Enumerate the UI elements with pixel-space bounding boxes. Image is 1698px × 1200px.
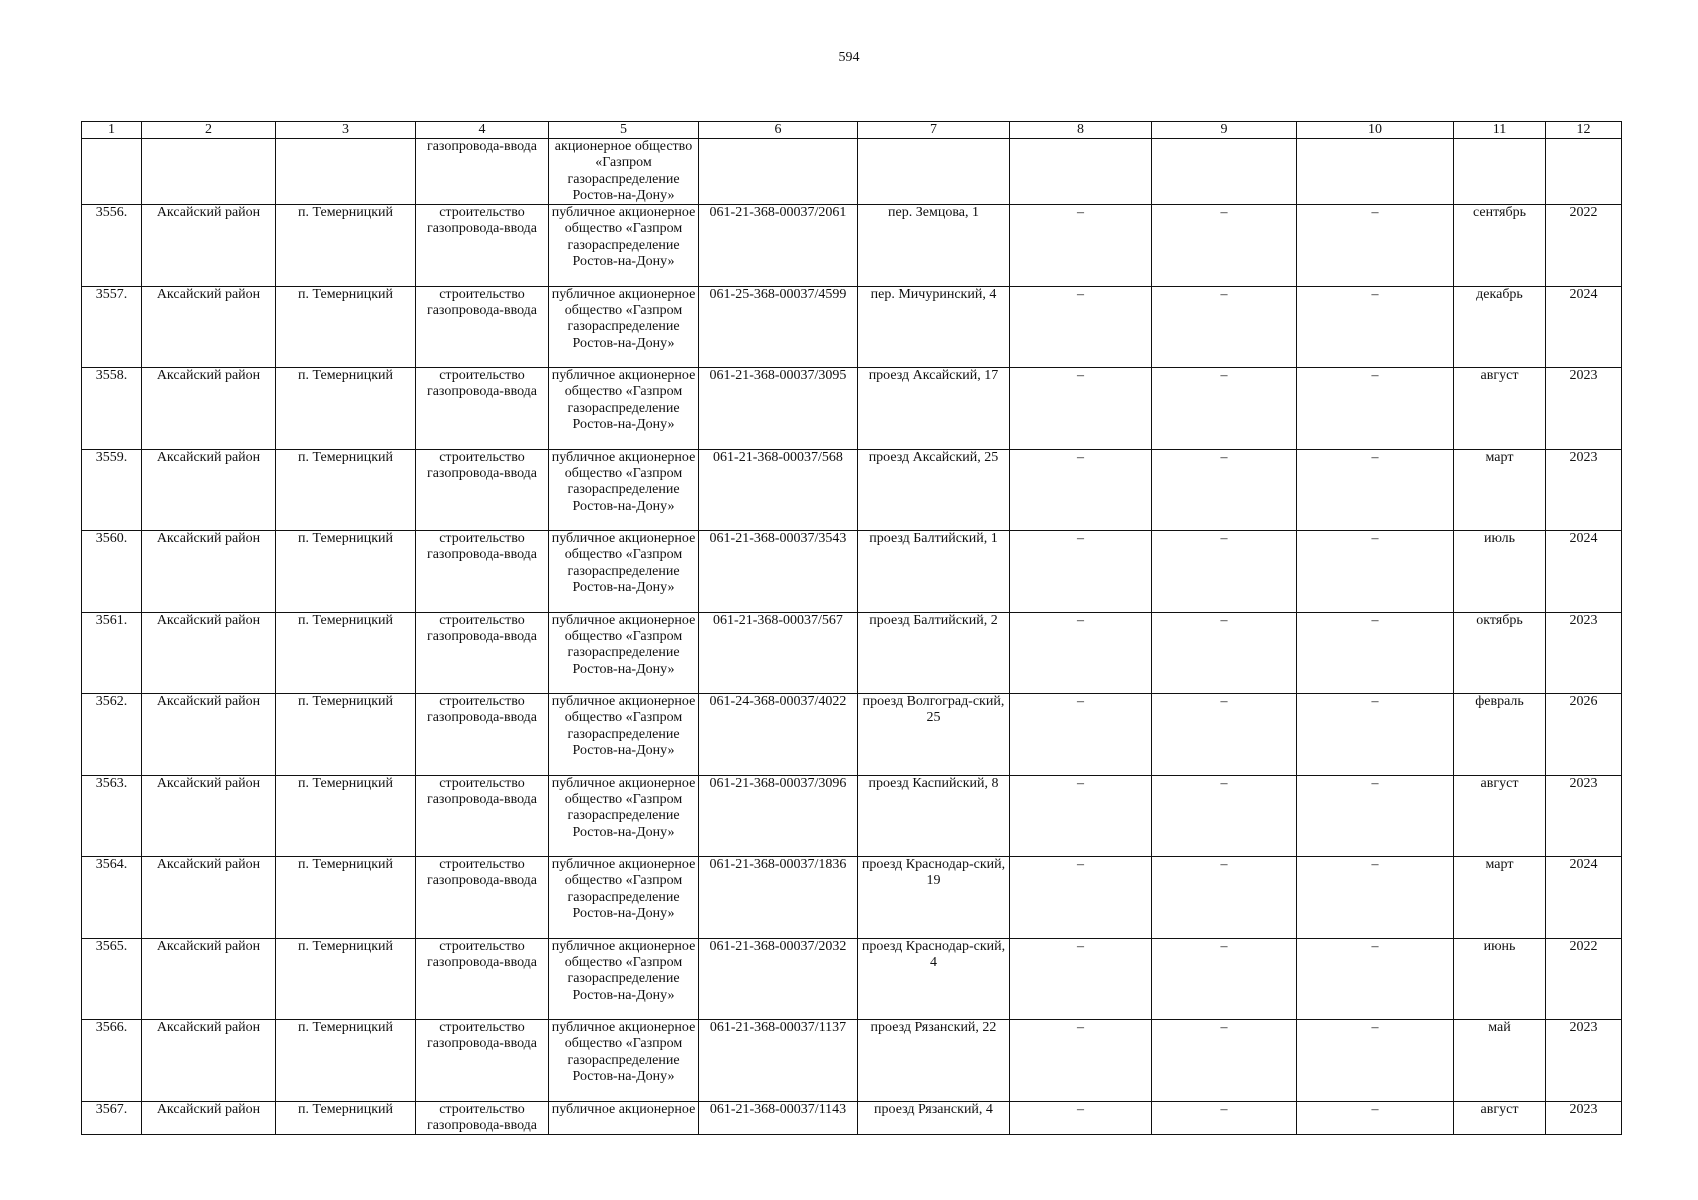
district-cell: Аксайский район bbox=[142, 857, 276, 939]
year-cell: 2024 bbox=[1546, 531, 1622, 613]
column-8-cell: – bbox=[1010, 531, 1152, 613]
table-row bbox=[82, 531, 1622, 613]
column-9-cell bbox=[1152, 139, 1297, 205]
organization-cell: публичное акционерное общество «Газпром газораспределение Ростов-на-Дону» bbox=[549, 857, 699, 939]
year-cell: 2023 bbox=[1546, 775, 1622, 857]
column-8-cell: – bbox=[1010, 938, 1152, 1020]
cadastral-number-cell: 061-21-368-00037/567 bbox=[699, 612, 858, 694]
column-header: 9 bbox=[1152, 122, 1297, 139]
table-body bbox=[82, 139, 1622, 1135]
column-8-cell: – bbox=[1010, 286, 1152, 368]
table-row bbox=[82, 775, 1622, 857]
address-cell: проезд Балтийский, 1 bbox=[858, 531, 1010, 613]
address-cell: проезд Балтийский, 2 bbox=[858, 612, 1010, 694]
column-8-cell: – bbox=[1010, 368, 1152, 450]
settlement-cell bbox=[276, 139, 416, 205]
organization-cell: публичное акционерное общество «Газпром газораспределение Ростов-на-Дону» bbox=[549, 286, 699, 368]
work-type-cell: строительство газопровода-ввода bbox=[416, 205, 549, 287]
row-number-cell bbox=[82, 139, 142, 205]
column-8-cell: – bbox=[1010, 857, 1152, 939]
cadastral-number-cell: 061-21-368-00037/2061 bbox=[699, 205, 858, 287]
month-cell: март bbox=[1454, 857, 1546, 939]
column-10-cell: – bbox=[1297, 286, 1454, 368]
year-cell bbox=[1546, 139, 1622, 205]
column-8-cell: – bbox=[1010, 205, 1152, 287]
column-10-cell bbox=[1297, 139, 1454, 205]
column-9-cell: – bbox=[1152, 775, 1297, 857]
column-8-cell: – bbox=[1010, 612, 1152, 694]
row-number-cell: 3560. bbox=[82, 531, 142, 613]
table-row bbox=[82, 857, 1622, 939]
column-10-cell: – bbox=[1297, 1020, 1454, 1102]
organization-cell: публичное акционерное общество «Газпром газораспределение Ростов-на-Дону» bbox=[549, 368, 699, 450]
work-type-cell: строительство газопровода-ввода bbox=[416, 449, 549, 531]
year-cell: 2023 bbox=[1546, 1020, 1622, 1102]
settlement-cell: п. Темерницкий bbox=[276, 938, 416, 1020]
organization-cell: публичное акционерное общество «Газпром газораспределение Ростов-на-Дону» bbox=[549, 449, 699, 531]
column-8-cell: – bbox=[1010, 775, 1152, 857]
settlement-cell: п. Темерницкий bbox=[276, 775, 416, 857]
column-header: 2 bbox=[142, 122, 276, 139]
registry-table bbox=[81, 121, 1622, 1135]
column-header: 4 bbox=[416, 122, 549, 139]
cadastral-number-cell: 061-21-368-00037/3095 bbox=[699, 368, 858, 450]
district-cell: Аксайский район bbox=[142, 205, 276, 287]
work-type-cell: строительство газопровода-ввода bbox=[416, 775, 549, 857]
settlement-cell: п. Темерницкий bbox=[276, 286, 416, 368]
column-header: 1 bbox=[82, 122, 142, 139]
table-row bbox=[82, 205, 1622, 287]
organization-cell: публичное акционерное общество «Газпром газораспределение Ростов-на-Дону» bbox=[549, 775, 699, 857]
work-type-cell: газопровода-ввода bbox=[416, 139, 549, 205]
header-row bbox=[82, 122, 1622, 139]
district-cell bbox=[142, 139, 276, 205]
column-9-cell: – bbox=[1152, 694, 1297, 776]
month-cell: сентябрь bbox=[1454, 205, 1546, 287]
organization-cell: публичное акционерное bbox=[549, 1101, 699, 1135]
address-cell: пер. Мичуринский, 4 bbox=[858, 286, 1010, 368]
month-cell: август bbox=[1454, 368, 1546, 450]
column-header: 5 bbox=[549, 122, 699, 139]
year-cell: 2023 bbox=[1546, 368, 1622, 450]
year-cell: 2022 bbox=[1546, 938, 1622, 1020]
district-cell: Аксайский район bbox=[142, 286, 276, 368]
column-8-cell: – bbox=[1010, 694, 1152, 776]
work-type-cell: строительство газопровода-ввода bbox=[416, 938, 549, 1020]
row-number-cell: 3562. bbox=[82, 694, 142, 776]
address-cell: пер. Земцова, 1 bbox=[858, 205, 1010, 287]
year-cell: 2026 bbox=[1546, 694, 1622, 776]
column-header-row bbox=[82, 122, 1622, 139]
work-type-cell: строительство газопровода-ввода bbox=[416, 1020, 549, 1102]
organization-cell: публичное акционерное общество «Газпром газораспределение Ростов-на-Дону» bbox=[549, 205, 699, 287]
column-10-cell: – bbox=[1297, 531, 1454, 613]
settlement-cell: п. Темерницкий bbox=[276, 368, 416, 450]
column-header: 6 bbox=[699, 122, 858, 139]
table-row bbox=[82, 938, 1622, 1020]
year-cell: 2024 bbox=[1546, 857, 1622, 939]
address-cell: проезд Краснодар-ский, 19 bbox=[858, 857, 1010, 939]
address-cell: проезд Аксайский, 17 bbox=[858, 368, 1010, 450]
cadastral-number-cell: 061-21-368-00037/568 bbox=[699, 449, 858, 531]
column-header: 7 bbox=[858, 122, 1010, 139]
organization-cell: публичное акционерное общество «Газпром газораспределение Ростов-на-Дону» bbox=[549, 694, 699, 776]
row-number-cell: 3559. bbox=[82, 449, 142, 531]
district-cell: Аксайский район bbox=[142, 531, 276, 613]
address-cell: проезд Рязанский, 22 bbox=[858, 1020, 1010, 1102]
district-cell: Аксайский район bbox=[142, 938, 276, 1020]
work-type-cell: строительство газопровода-ввода bbox=[416, 694, 549, 776]
address-cell: проезд Каспийский, 8 bbox=[858, 775, 1010, 857]
month-cell: март bbox=[1454, 449, 1546, 531]
column-10-cell: – bbox=[1297, 449, 1454, 531]
work-type-cell: строительство газопровода-ввода bbox=[416, 1101, 549, 1135]
work-type-cell: строительство газопровода-ввода bbox=[416, 286, 549, 368]
column-10-cell: – bbox=[1297, 205, 1454, 287]
district-cell: Аксайский район bbox=[142, 1020, 276, 1102]
year-cell: 2023 bbox=[1546, 449, 1622, 531]
column-header: 8 bbox=[1010, 122, 1152, 139]
district-cell: Аксайский район bbox=[142, 1101, 276, 1135]
work-type-cell: строительство газопровода-ввода bbox=[416, 857, 549, 939]
month-cell: август bbox=[1454, 775, 1546, 857]
year-cell: 2023 bbox=[1546, 612, 1622, 694]
row-number-cell: 3567. bbox=[82, 1101, 142, 1135]
column-9-cell: – bbox=[1152, 612, 1297, 694]
district-cell: Аксайский район bbox=[142, 775, 276, 857]
column-9-cell: – bbox=[1152, 368, 1297, 450]
column-10-cell: – bbox=[1297, 694, 1454, 776]
column-8-cell bbox=[1010, 139, 1152, 205]
cadastral-number-cell: 061-21-368-00037/3096 bbox=[699, 775, 858, 857]
organization-cell: акционерное общество «Газпром газораспределение Ростов-на-Дону» bbox=[549, 139, 699, 205]
column-10-cell: – bbox=[1297, 938, 1454, 1020]
page-number: 594 bbox=[838, 50, 860, 65]
row-number-cell: 3563. bbox=[82, 775, 142, 857]
column-8-cell: – bbox=[1010, 1101, 1152, 1135]
work-type-cell: строительство газопровода-ввода bbox=[416, 612, 549, 694]
column-9-cell: – bbox=[1152, 286, 1297, 368]
cadastral-number-cell: 061-21-368-00037/3543 bbox=[699, 531, 858, 613]
district-cell: Аксайский район bbox=[142, 368, 276, 450]
address-cell: проезд Рязанский, 4 bbox=[858, 1101, 1010, 1135]
month-cell bbox=[1454, 139, 1546, 205]
settlement-cell: п. Темерницкий bbox=[276, 205, 416, 287]
column-header: 3 bbox=[276, 122, 416, 139]
column-9-cell: – bbox=[1152, 1101, 1297, 1135]
cadastral-number-cell: 061-21-368-00037/2032 bbox=[699, 938, 858, 1020]
column-header: 12 bbox=[1546, 122, 1622, 139]
column-9-cell: – bbox=[1152, 938, 1297, 1020]
month-cell: май bbox=[1454, 1020, 1546, 1102]
settlement-cell: п. Темерницкий bbox=[276, 857, 416, 939]
column-10-cell: – bbox=[1297, 775, 1454, 857]
column-10-cell: – bbox=[1297, 1101, 1454, 1135]
column-10-cell: – bbox=[1297, 368, 1454, 450]
month-cell: август bbox=[1454, 1101, 1546, 1135]
year-cell: 2023 bbox=[1546, 1101, 1622, 1135]
row-number-cell: 3558. bbox=[82, 368, 142, 450]
table-row bbox=[82, 139, 1622, 205]
column-10-cell: – bbox=[1297, 612, 1454, 694]
address-cell: проезд Аксайский, 25 bbox=[858, 449, 1010, 531]
work-type-cell: строительство газопровода-ввода bbox=[416, 531, 549, 613]
column-header: 11 bbox=[1454, 122, 1546, 139]
month-cell: февраль bbox=[1454, 694, 1546, 776]
year-cell: 2022 bbox=[1546, 205, 1622, 287]
cadastral-number-cell: 061-21-368-00037/1836 bbox=[699, 857, 858, 939]
table-row bbox=[82, 286, 1622, 368]
cadastral-number-cell: 061-25-368-00037/4599 bbox=[699, 286, 858, 368]
column-9-cell: – bbox=[1152, 857, 1297, 939]
column-8-cell: – bbox=[1010, 1020, 1152, 1102]
column-8-cell: – bbox=[1010, 449, 1152, 531]
row-number-cell: 3561. bbox=[82, 612, 142, 694]
organization-cell: публичное акционерное общество «Газпром газораспределение Ростов-на-Дону» bbox=[549, 612, 699, 694]
organization-cell: публичное акционерное общество «Газпром газораспределение Ростов-на-Дону» bbox=[549, 938, 699, 1020]
settlement-cell: п. Темерницкий bbox=[276, 449, 416, 531]
year-cell: 2024 bbox=[1546, 286, 1622, 368]
row-number-cell: 3557. bbox=[82, 286, 142, 368]
column-9-cell: – bbox=[1152, 1020, 1297, 1102]
month-cell: декабрь bbox=[1454, 286, 1546, 368]
table-row bbox=[82, 612, 1622, 694]
column-header: 10 bbox=[1297, 122, 1454, 139]
cadastral-number-cell: 061-21-368-00037/1143 bbox=[699, 1101, 858, 1135]
row-number-cell: 3564. bbox=[82, 857, 142, 939]
district-cell: Аксайский район bbox=[142, 449, 276, 531]
table-row bbox=[82, 1020, 1622, 1102]
settlement-cell: п. Темерницкий bbox=[276, 694, 416, 776]
work-type-cell: строительство газопровода-ввода bbox=[416, 368, 549, 450]
table-row bbox=[82, 368, 1622, 450]
address-cell: проезд Волгоград-ский, 25 bbox=[858, 694, 1010, 776]
settlement-cell: п. Темерницкий bbox=[276, 612, 416, 694]
table-row bbox=[82, 449, 1622, 531]
month-cell: июль bbox=[1454, 531, 1546, 613]
settlement-cell: п. Темерницкий bbox=[276, 1020, 416, 1102]
column-9-cell: – bbox=[1152, 205, 1297, 287]
settlement-cell: п. Темерницкий bbox=[276, 1101, 416, 1135]
column-9-cell: – bbox=[1152, 531, 1297, 613]
row-number-cell: 3565. bbox=[82, 938, 142, 1020]
row-number-cell: 3566. bbox=[82, 1020, 142, 1102]
table-row bbox=[82, 694, 1622, 776]
organization-cell: публичное акционерное общество «Газпром газораспределение Ростов-на-Дону» bbox=[549, 1020, 699, 1102]
district-cell: Аксайский район bbox=[142, 694, 276, 776]
month-cell: июнь bbox=[1454, 938, 1546, 1020]
cadastral-number-cell: 061-24-368-00037/4022 bbox=[699, 694, 858, 776]
row-number-cell: 3556. bbox=[82, 205, 142, 287]
cadastral-number-cell bbox=[699, 139, 858, 205]
organization-cell: публичное акционерное общество «Газпром газораспределение Ростов-на-Дону» bbox=[549, 531, 699, 613]
address-cell bbox=[858, 139, 1010, 205]
address-cell: проезд Краснодар-ский, 4 bbox=[858, 938, 1010, 1020]
district-cell: Аксайский район bbox=[142, 612, 276, 694]
column-9-cell: – bbox=[1152, 449, 1297, 531]
column-10-cell: – bbox=[1297, 857, 1454, 939]
table-row bbox=[82, 1101, 1622, 1135]
cadastral-number-cell: 061-21-368-00037/1137 bbox=[699, 1020, 858, 1102]
settlement-cell: п. Темерницкий bbox=[276, 531, 416, 613]
month-cell: октябрь bbox=[1454, 612, 1546, 694]
